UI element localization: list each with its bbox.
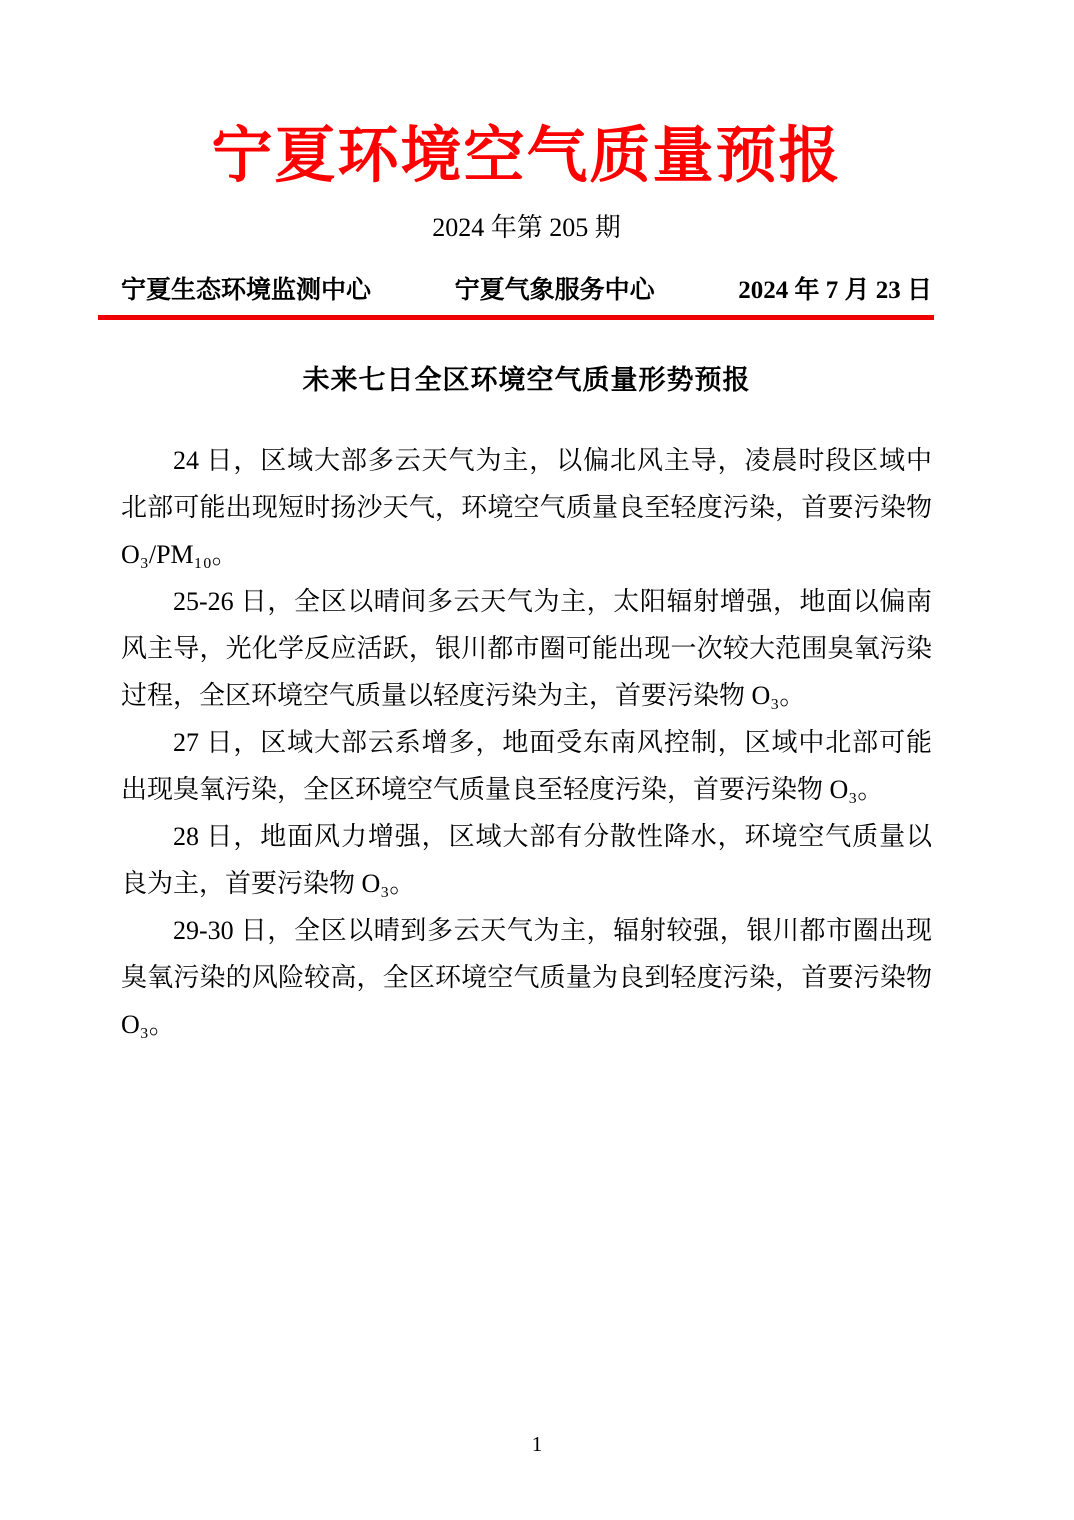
forecast-paragraph-day27: 27 日，区域大部云系增多，地面受东南风控制，区域中北部可能出现臭氧污染，全区环境空气质量良至轻度污染，首要污染物 O₃。 (121, 728, 932, 805)
publish-date: 2024 年 7 月 23 日 (738, 277, 932, 305)
forecast-paragraph-day24: 24 日，区域大部多云天气为主，以偏北风主导，凌晨时段区域中北部可能出现短时扬沙天气，环境空气质量良至轻度污染，首要污染物 O₃/PM₁₀。 (121, 446, 932, 570)
agency-meteorological-center: 宁夏气象服务中心 (454, 277, 655, 305)
forecast-body (121, 437, 932, 1048)
forecast-paragraph-day29-30: 29-30 日，全区以晴到多云天气为主，辐射较强，银川都市圈出现臭氧污染的风险较高，全区环境空气质量为良到轻度污染，首要污染物 O₃。 (121, 916, 932, 1040)
publisher-row (121, 270, 932, 306)
forecast-paragraph-day28: 28 日，地面风力增强，区域大部有分散性降水，环境空气质量以良为主，首要污染物 O₃。 (121, 822, 932, 899)
page-number: 1 (531, 1432, 543, 1456)
document-title: 宁夏环境空气质量预报 (211, 123, 842, 190)
red-divider-rule (98, 315, 934, 320)
issue-number: 2024 年第 205 期 (432, 213, 621, 243)
forecast-paragraph-day25-26: 25-26 日，全区以晴间多云天气为主，太阳辐射增强，地面以偏南风主导，光化学反应活跃，银川都市圈可能出现一次较大范围臭氧污染过程，全区环境空气质量以轻度污染为主，首要污染物 O₃。 (121, 587, 932, 711)
section-title: 未来七日全区环境空气质量形势预报 (302, 365, 751, 396)
agency-monitoring-center: 宁夏生态环境监测中心 (121, 277, 372, 305)
